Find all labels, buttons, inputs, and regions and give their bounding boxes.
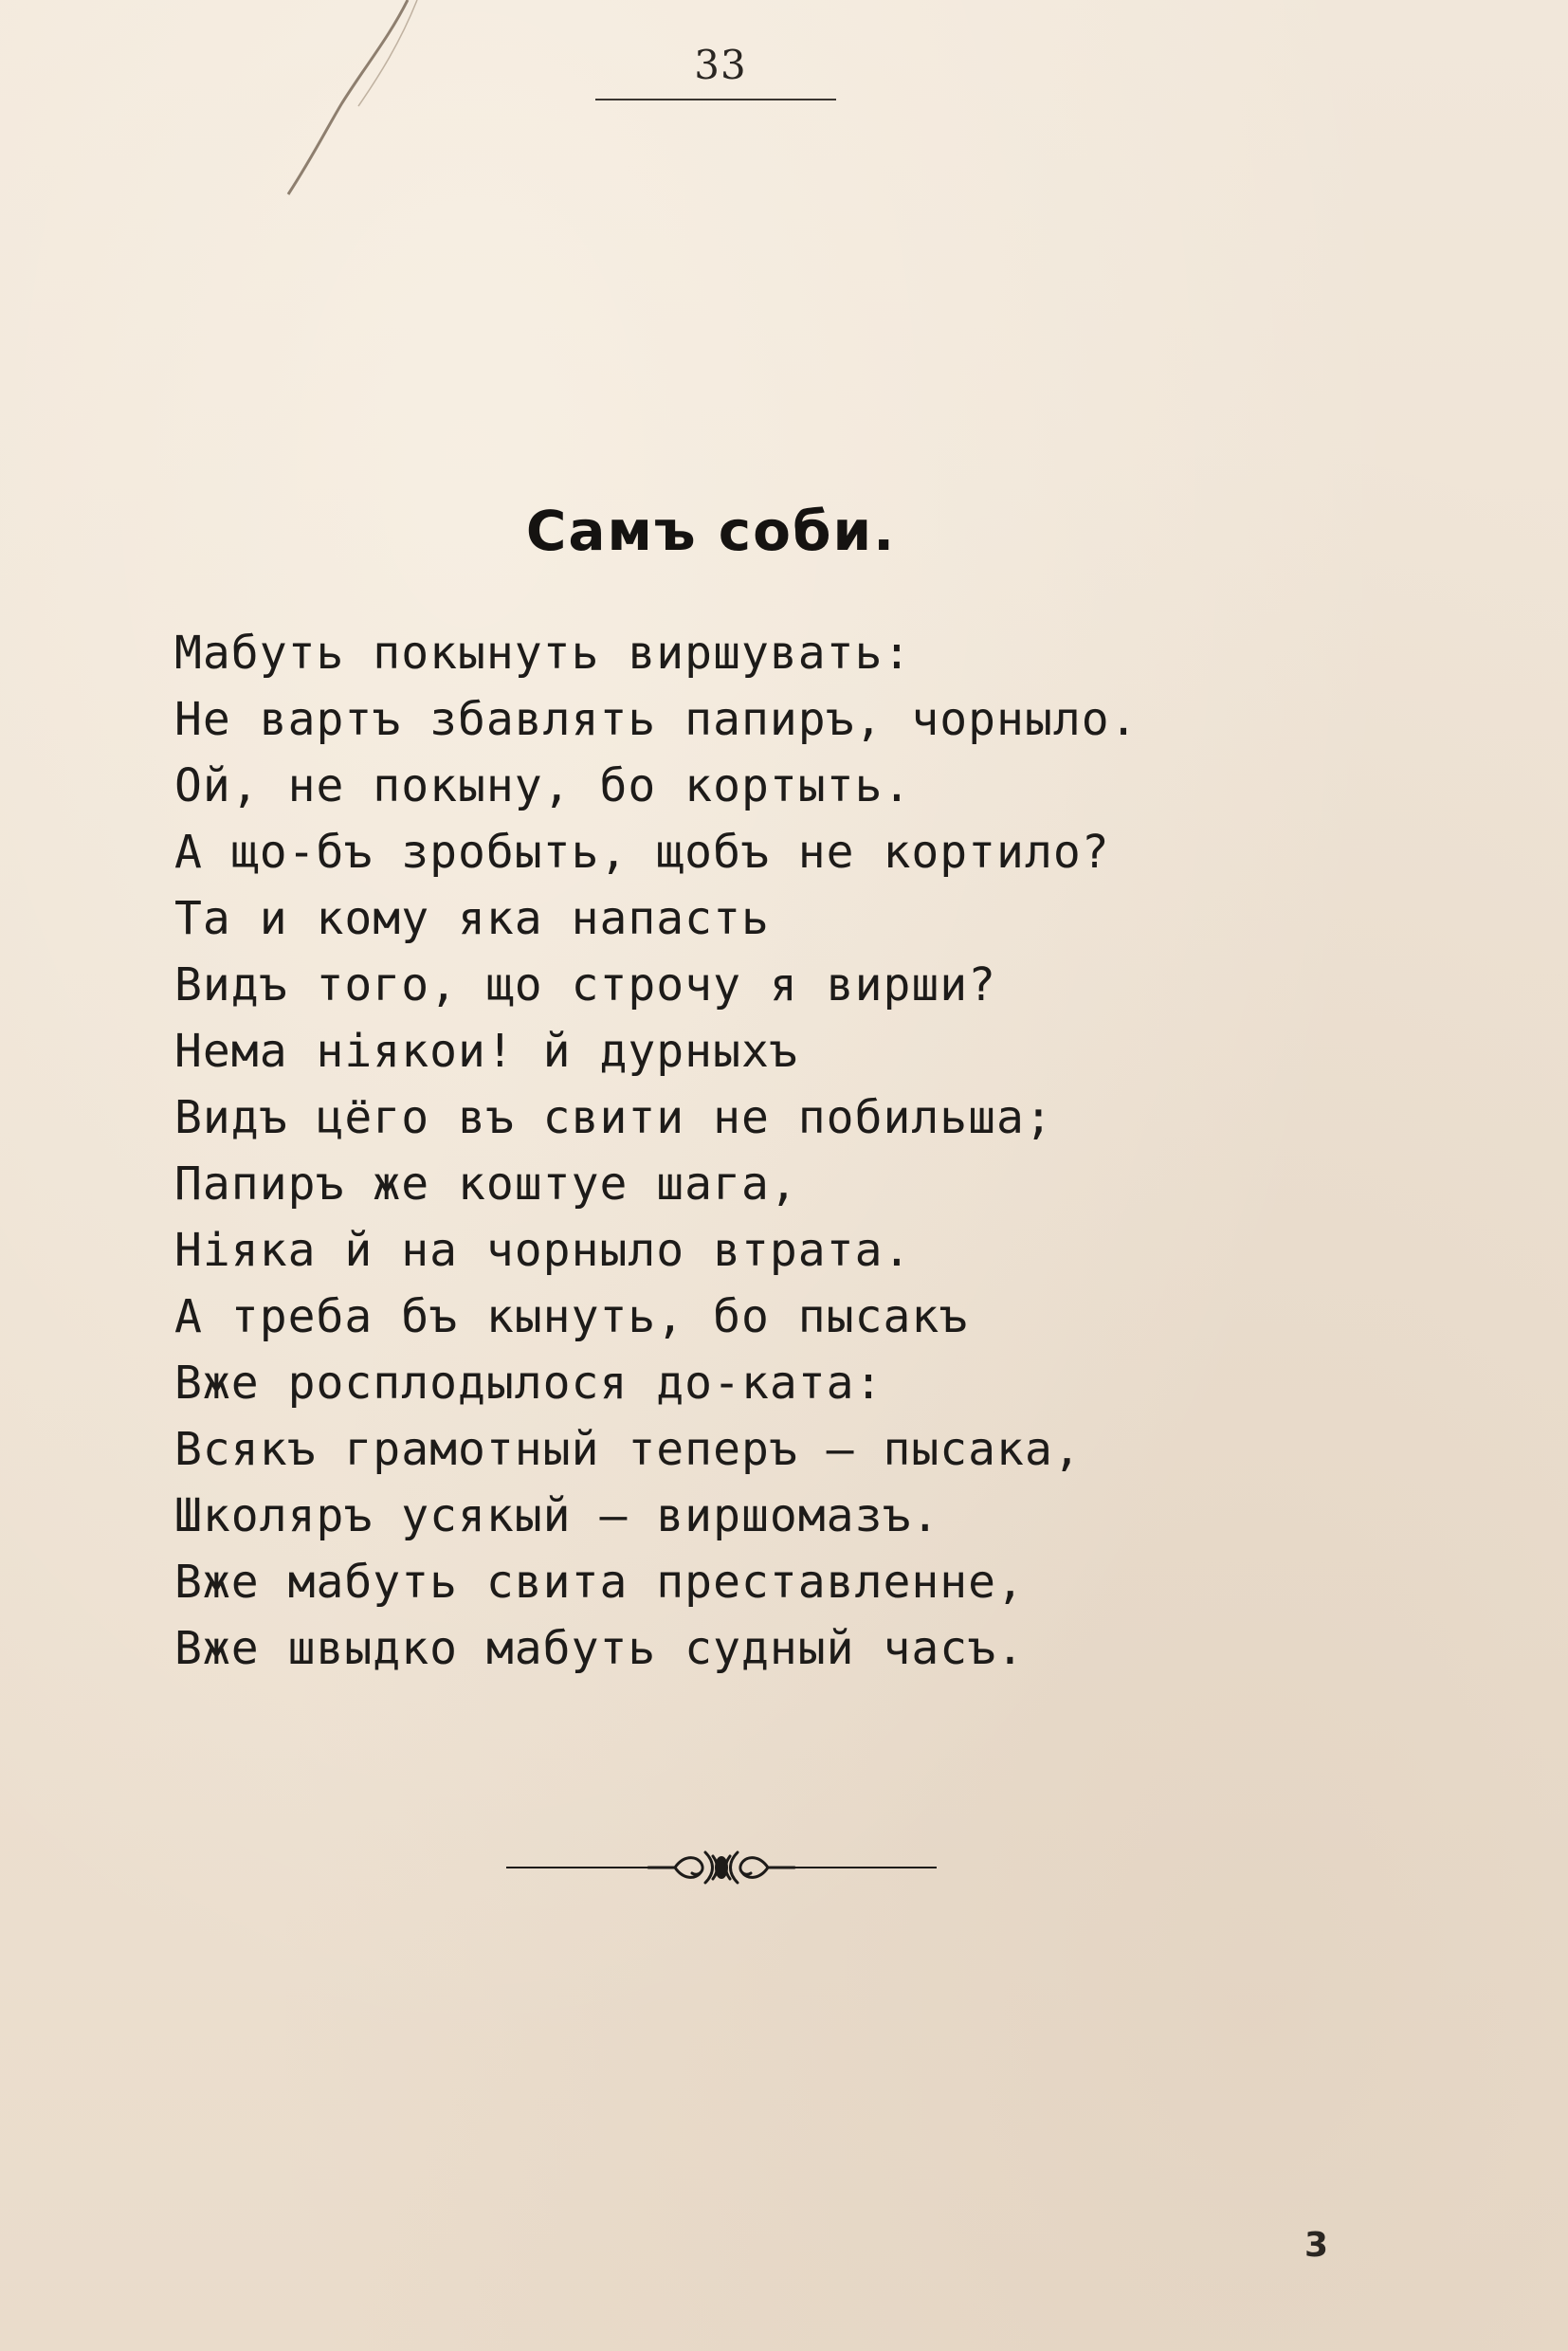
poem-line: Видъ того, що строчу я вирши?: [174, 958, 997, 1011]
poem-line: Та и кому яка напасть: [174, 892, 770, 945]
poem-line: Ой, не покыну, бо кортыть.: [174, 759, 912, 812]
poem-line: Нема ніякои! й дурныхъ: [174, 1025, 798, 1078]
poem-line: Ніяка й на чорныло втрата.: [174, 1224, 912, 1277]
floral-ornament-icon: [506, 1843, 937, 1892]
poem-line: Вже росплодылося до-ката:: [174, 1357, 884, 1410]
printer-signature-mark: 3: [1304, 2226, 1329, 2265]
poem-line: А треба бъ кынуть, бо пысакъ: [174, 1290, 969, 1343]
poem-line: Не вартъ збавлять папиръ, чорныло.: [174, 693, 1139, 746]
poem-line: Видъ цёго въ свити не побильша;: [174, 1091, 1053, 1144]
poem-title: Самъ соби.: [525, 499, 897, 563]
poem-line: Вже швыдко мабуть судный часъ.: [174, 1622, 1025, 1675]
poem-line: Школяръ усякый — виршомазъ.: [174, 1489, 940, 1542]
poem-body: [174, 620, 1139, 1682]
page-number: 33: [694, 42, 747, 88]
poem-line: Папиръ же коштуе шага,: [174, 1157, 798, 1211]
poem-line: А що-бъ зробыть, щобъ не кортило?: [174, 826, 1110, 879]
poem-line: Вже мабуть свита преставленне,: [174, 1556, 1025, 1609]
poem-line: Мабуть покынуть виршувать:: [174, 627, 912, 680]
header-rule: [595, 99, 836, 100]
torn-corner-mark: [275, 0, 427, 199]
poem-line: Всякъ грамотный теперъ — пысака,: [174, 1423, 1082, 1476]
